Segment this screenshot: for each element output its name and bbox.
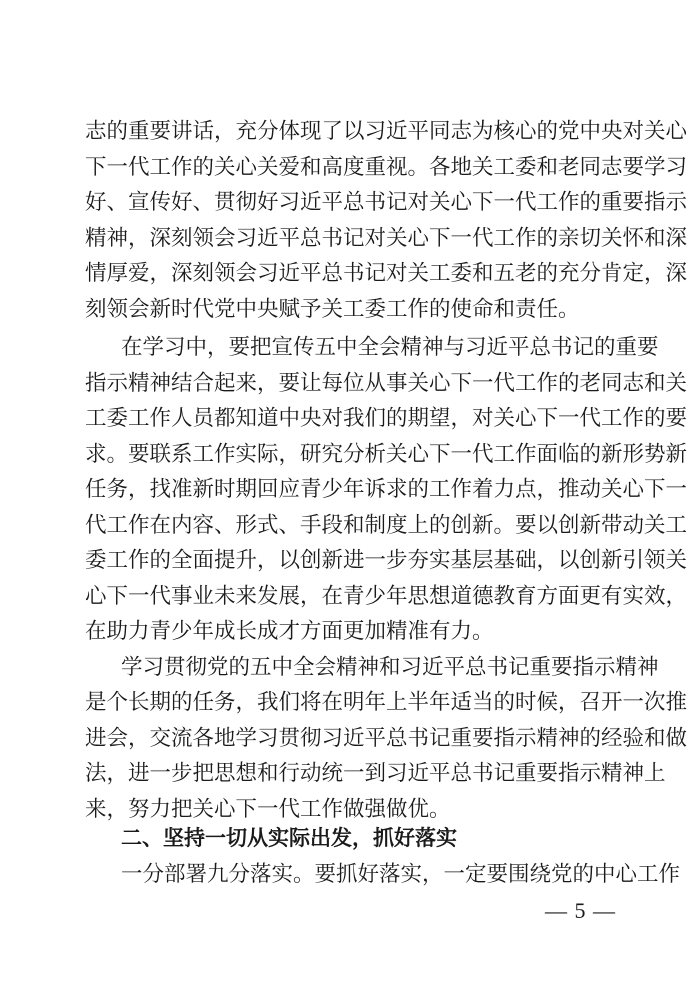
body-line: 一分部署九分落实。要抓好落实，一定要围绕党的中心工作 bbox=[121, 862, 681, 887]
body-line: 刻领会新时代党中央赋予关工委工作的使命和责任。 bbox=[85, 297, 580, 322]
body-line: 在助力青少年成长成才方面更加精准有力。 bbox=[85, 619, 494, 644]
body-line: 来，努力把关心下一代工作做强做优。 bbox=[85, 797, 451, 822]
body-line: 法，进一步把思想和行动统一到习近平总书记重要指示精神上 bbox=[85, 761, 666, 786]
body-line: 好、宣传好、贯彻好习近平总书记对关心下一代工作的重要指示 bbox=[85, 190, 688, 215]
body-line: 心下一代事业未来发展，在青少年思想道德教育方面更有实效， bbox=[85, 584, 688, 609]
page-number: — 5 — bbox=[545, 898, 616, 923]
body-line: 任务，找准新时期回应青少年诉求的工作着力点，推动关心下一 bbox=[85, 477, 688, 502]
body-line: 在学习中，要把宣传五中全会精神与习近平总书记的重要 bbox=[121, 335, 659, 360]
body-line: 代工作在内容、形式、手段和制度上的创新。要以创新带动关工 bbox=[85, 513, 688, 538]
body-line: 情厚爱，深刻领会习近平总书记对关工委和五老的充分肯定，深 bbox=[85, 261, 688, 286]
body-line: 进会，交流各地学习贯彻习近平总书记重要指示精神的经验和做 bbox=[85, 726, 688, 751]
body-line: 求。要联系工作实际，研究分析关心下一代工作面临的新形势新 bbox=[85, 442, 688, 467]
body-line: 是个长期的任务，我们将在明年上半年适当的时候，召开一次推 bbox=[85, 690, 688, 715]
section-heading: 二、坚持一切从实际出发，抓好落实 bbox=[121, 826, 457, 850]
body-line: 学习贯彻党的五中全会精神和习近平总书记重要指示精神 bbox=[121, 655, 659, 680]
body-line: 委工作的全面提升，以创新进一步夯实基层基础，以创新引领关 bbox=[85, 548, 688, 573]
body-line: 精神，深刻领会习近平总书记对关心下一代工作的亲切关怀和深 bbox=[85, 226, 688, 251]
body-line: 指示精神结合起来，要让每位从事关心下一代工作的老同志和关 bbox=[85, 371, 688, 396]
body-line: 工委工作人员都知道中央对我们的期望，对关心下一代工作的要 bbox=[85, 406, 688, 431]
body-line: 下一代工作的关心关爱和高度重视。各地关工委和老同志要学习 bbox=[85, 155, 688, 180]
body-line: 志的重要讲话，充分体现了以习近平同志为核心的党中央对关心 bbox=[85, 119, 688, 144]
